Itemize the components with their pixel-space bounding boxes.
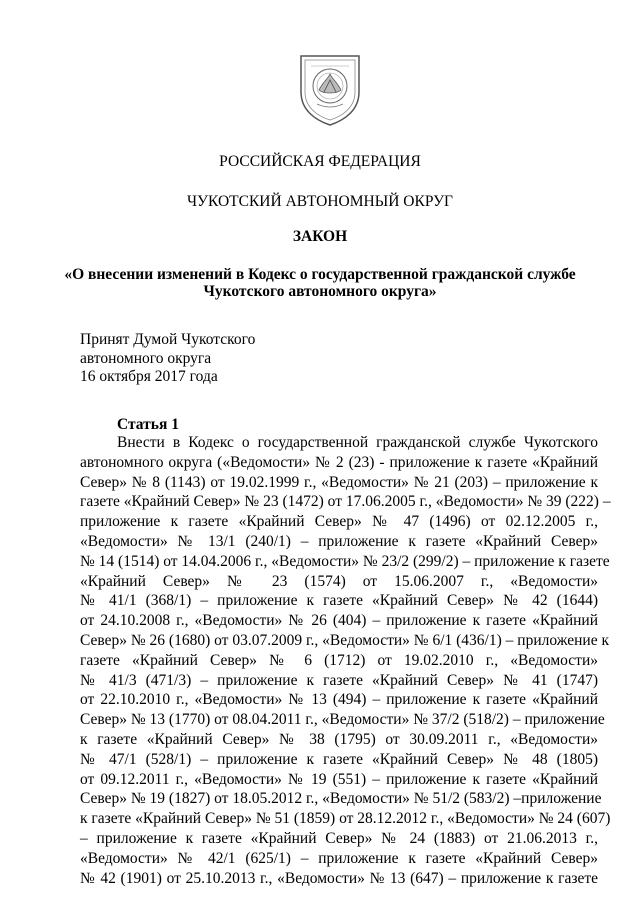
- article-line: Внести в Кодекс о государственной гражданской службе Чукотского: [117, 434, 598, 451]
- article-line: – приложение к газете «Крайний Север» № 24 (1883) от 21.06.2013 г.,: [80, 829, 598, 847]
- article-heading: Статья 1: [117, 416, 179, 433]
- article-line: от 09.12.2011 г., «Ведомости» № 19 (551) – приложение к газете «Крайний: [80, 770, 598, 788]
- article-line: № 14 (1514) от 14.04.2006 г., «Ведомости» № 23/2 (299/2) – приложение к газете: [80, 552, 610, 570]
- article-line: № 41/1 (368/1) – приложение к газете «Крайний Север» № 42 (1644): [80, 592, 598, 610]
- article-line: № 42 (1901) от 25.10.2013 г., «Ведомости» № 13 (647) – приложение к газете: [80, 869, 598, 887]
- article-line: газете «Крайний Север» № 6 (1712) от 19.02.2010 г., «Ведомости»: [80, 651, 598, 669]
- law-title-line: «О внесении изменений в Кодекс о государственной гражданской службе: [64, 266, 576, 283]
- article-line: Север» № 8 (1143) от 19.02.1999 г., «Ведомости» № 21 (203) – приложение к: [80, 473, 598, 491]
- article-line: приложение к газете «Крайний Север» № 47 (1496) от 02.12.2005 г.,: [80, 513, 598, 531]
- article-line: Север» № 26 (1680) от 03.07.2009 г., «Ведомости» № 6/1 (436/1) – приложение к: [80, 631, 609, 649]
- coat-of-arms-emblem: [297, 52, 363, 128]
- article-line: № 47/1 (528/1) – приложение к газете «Крайний Север» № 48 (1805): [80, 750, 598, 768]
- article-line: Север» № 19 (1827) от 18.05.2012 г., «Ведомости» № 51/2 (583/2) –приложение: [80, 790, 602, 808]
- document-type: ЗАКОН: [292, 228, 348, 245]
- article-line: № 41/3 (471/3) – приложение к газете «Крайний Север» № 41 (1747): [80, 671, 598, 689]
- article-line: автономного округа («Ведомости» № 2 (23) - приложение к газете «Крайний: [80, 453, 598, 471]
- article-line: газете «Крайний Север» № 23 (1472) от 17.06.2005 г., «Ведомости» № 39 (222) –: [80, 493, 611, 511]
- adoption-line: Принят Думой Чукотского: [80, 331, 256, 348]
- article-line: к газете «Крайний Север» № 38 (1795) от 30.09.2011 г., «Ведомости»: [80, 730, 598, 748]
- article-line: к газете «Крайний Север» № 51 (1859) от 28.12.2012 г., «Ведомости» № 24 (607): [80, 810, 611, 828]
- article-line: от 24.10.2008 г., «Ведомости» № 26 (404) – приложение к газете «Крайний: [80, 612, 598, 630]
- adoption-date: 16 октября 2017 года: [80, 368, 218, 385]
- article-line: Север» № 13 (1770) от 08.04.2011 г., «Ведомости» № 37/2 (518/2) – приложение: [80, 711, 605, 729]
- article-line: «Ведомости» № 42/1 (625/1) – приложение к газете «Крайний Север»: [80, 849, 598, 867]
- adoption-note: [80, 331, 255, 387]
- law-title-line: Чукотского автономного округа»: [203, 283, 437, 300]
- article-body: [80, 433, 611, 888]
- region-title: ЧУКОТСКИЙ АВТОНОМНЫЙ ОКРУГ: [186, 193, 454, 210]
- federation-title: РОССИЙСКАЯ ФЕДЕРАЦИЯ: [219, 153, 421, 170]
- law-title: [0, 266, 640, 300]
- article-line: от 22.10.2010 г., «Ведомости» № 13 (494) – приложение к газете «Крайний: [80, 691, 598, 709]
- article-line: «Крайний Север» № 23 (1574) от 15.06.2007 г., «Ведомости»: [80, 572, 598, 590]
- adoption-line: автономного округа: [80, 349, 212, 367]
- article-line: «Ведомости» № 13/1 (240/1) – приложение к газете «Крайний Север»: [80, 532, 598, 550]
